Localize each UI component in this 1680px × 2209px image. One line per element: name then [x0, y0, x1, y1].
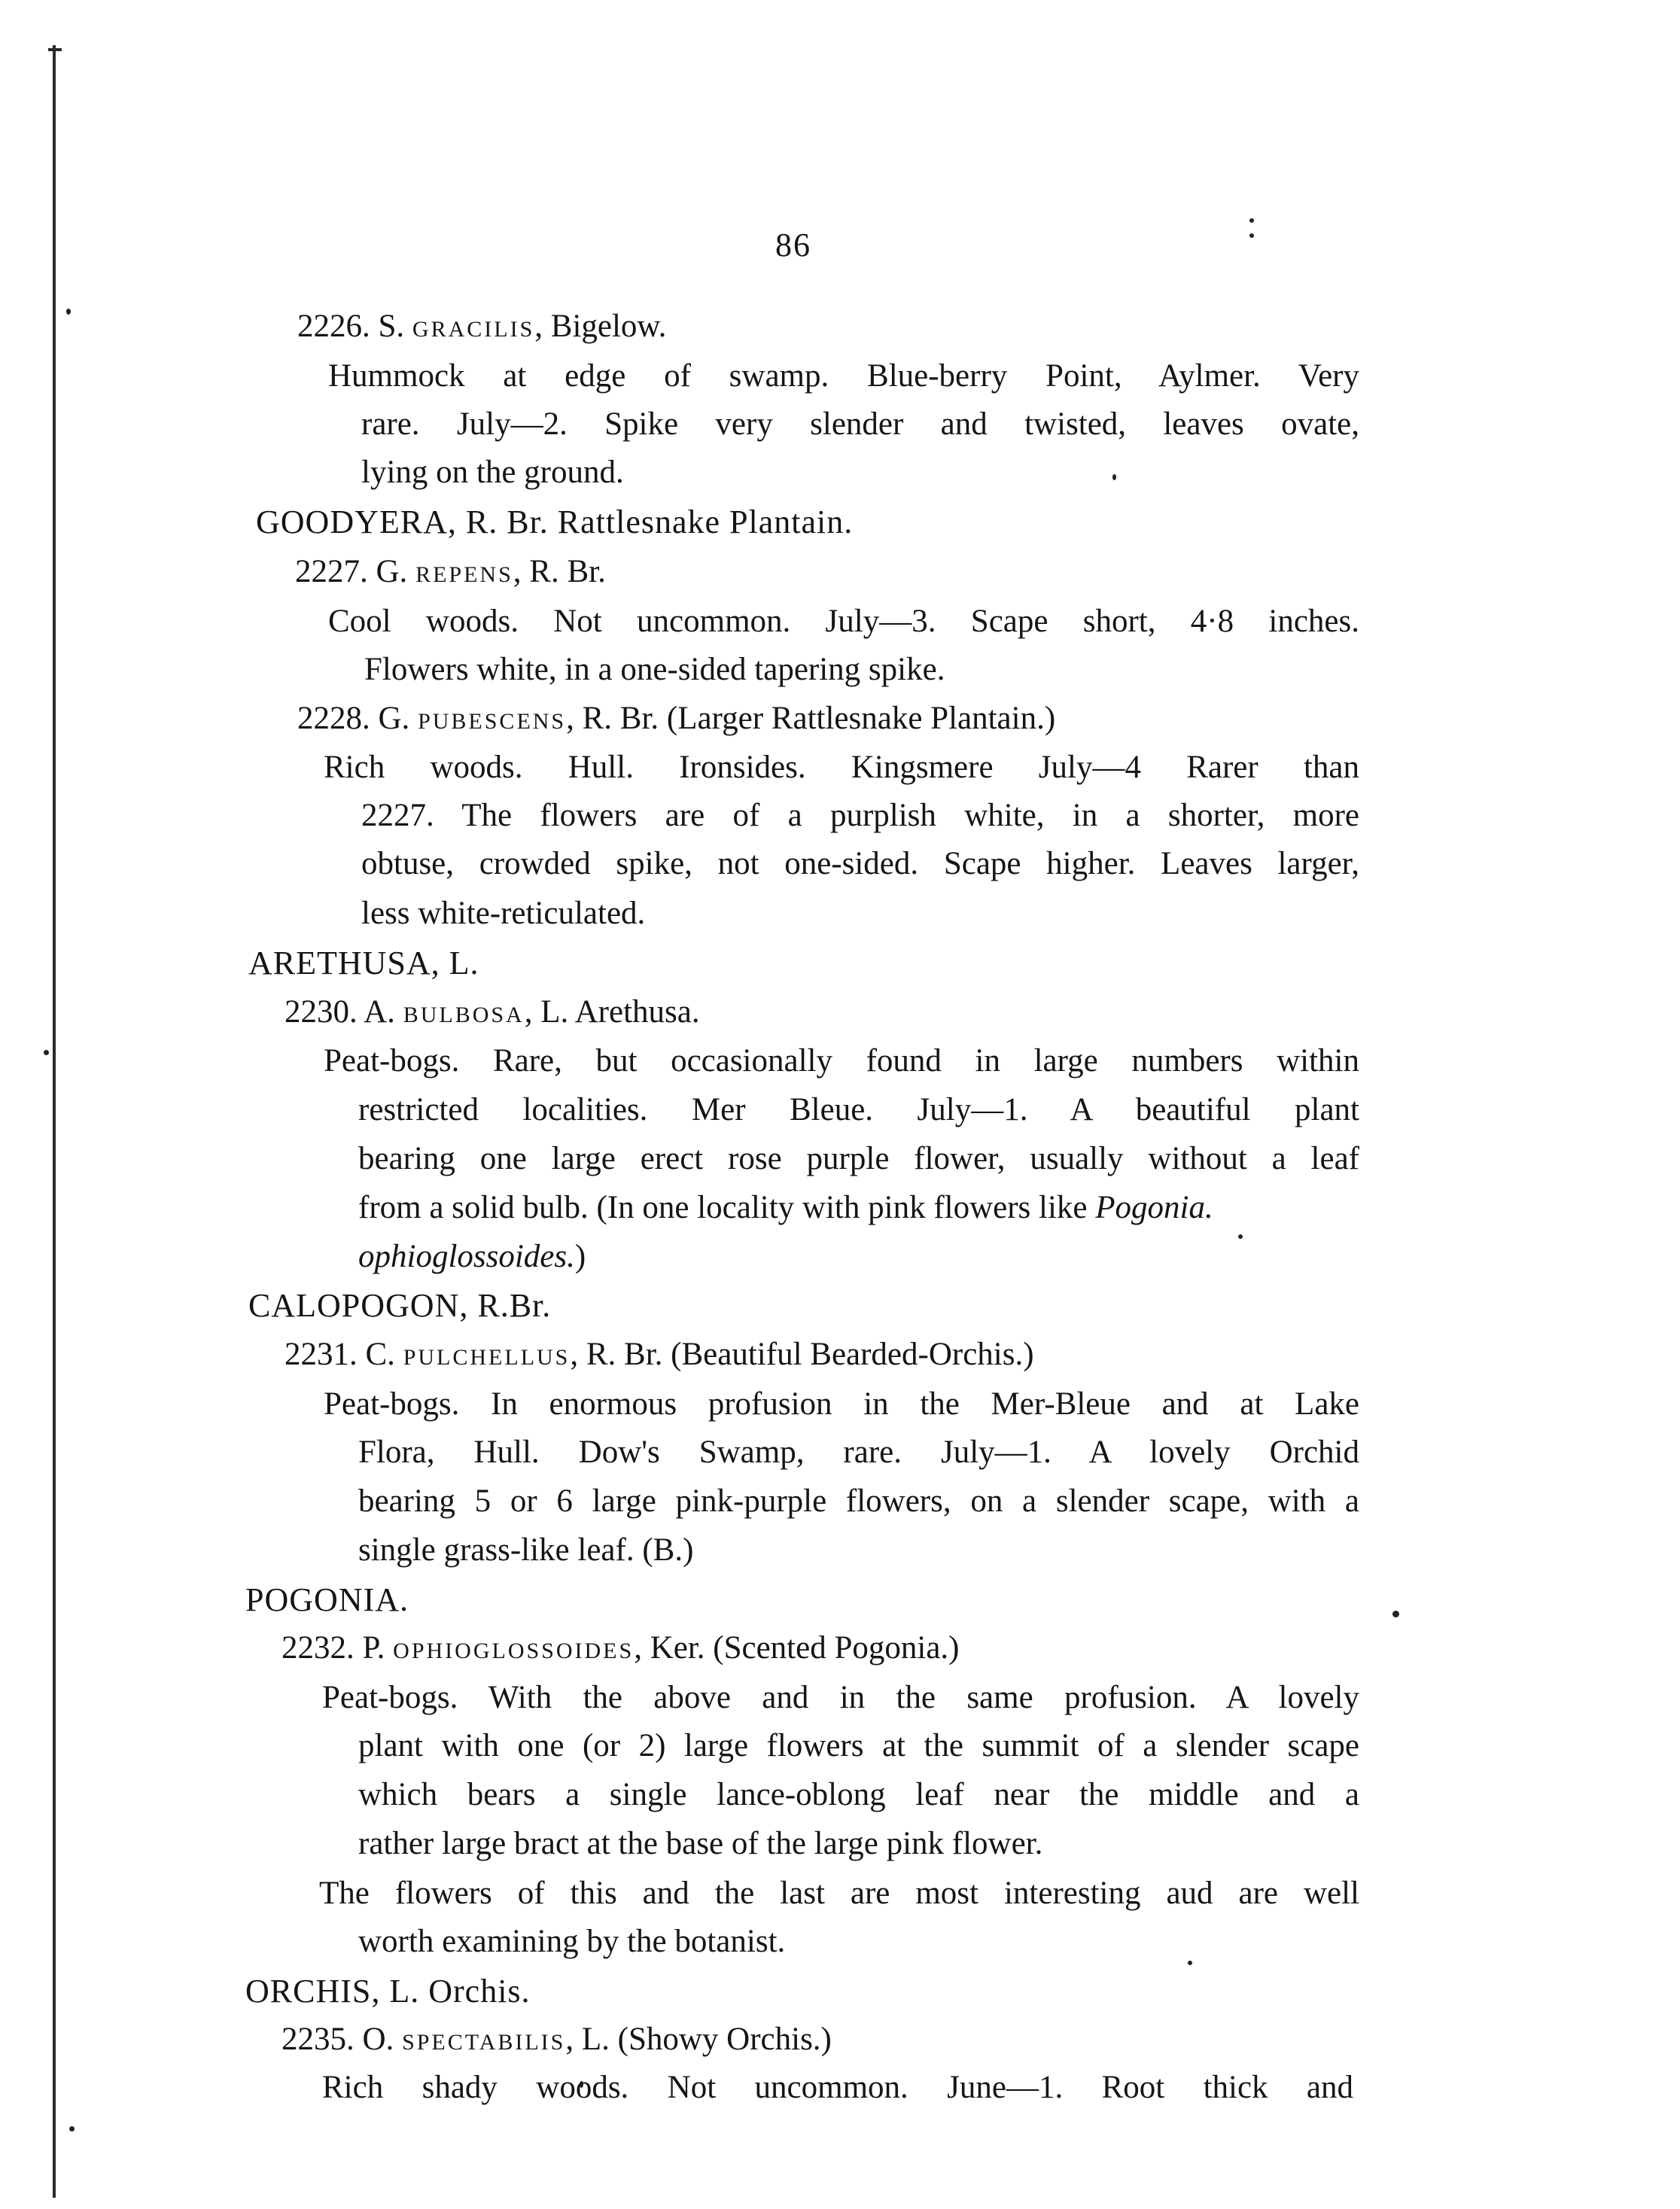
text-line: restricted localities. Mer Bleue. July—1. A beautiful plant — [358, 1092, 1359, 1127]
text-line: from a solid bulb. (In one locality with pink flowers like Pogonia. — [358, 1190, 1213, 1225]
text-line: plant with one (or 2) large flowers at the summit of a slender scape — [358, 1728, 1359, 1763]
text-line: Cool woods. Not uncommon. July—3. Scape short, 4·8 inches. — [328, 604, 1359, 639]
genus-heading: CALOPOGON, R.Br. — [248, 1287, 552, 1324]
print-speck — [1112, 474, 1116, 480]
genus-heading: ORCHIS, L. Orchis. — [245, 1973, 531, 2010]
text-line: Flora, Hull. Dow's Swamp, rare. July—1. A lovely Orchid — [358, 1435, 1359, 1470]
text-line: bearing 5 or 6 large pink-purple flowers, on a slender scape, with a — [358, 1483, 1359, 1519]
text-line: Peat-bogs. In enormous profusion in the Mer-Bleue and at Lake — [324, 1386, 1359, 1422]
print-speck — [1188, 1961, 1192, 1965]
species-heading: 2230. A. bulbosa, L. Arethusa. — [285, 994, 700, 1030]
text-line: ophioglossoides.) — [358, 1239, 586, 1274]
text-line: Peat-bogs. With the above and in the same profusion. A lovely — [322, 1680, 1359, 1715]
text-line: Rich woods. Hull. Ironsides. Kingsmere July—4 Rarer than — [324, 750, 1359, 785]
text-line: The flowers of this and the last are most interesting aud are well — [319, 1876, 1359, 1911]
species-heading: 2235. O. spectabilis, L. (Showy Orchis.) — [282, 2022, 832, 2057]
print-speck — [1238, 1234, 1243, 1239]
text-line: obtuse, crowded spike, not one-sided. Scape higher. Leaves larger, — [361, 846, 1359, 881]
genus-heading: ARETHUSA, L. — [248, 945, 479, 981]
print-speck — [1392, 1611, 1399, 1617]
text-line: Hummock at edge of swamp. Blue-berry Point, Aylmer. Very — [328, 358, 1359, 394]
species-heading: 2227. G. repens, R. Br. — [295, 554, 606, 589]
text-line: less white-reticulated. — [361, 896, 646, 931]
binding-edge-line — [53, 45, 56, 2198]
species-heading: 2232. P. ophioglossoides, Ker. (Scented Pogonia.) — [282, 1630, 960, 1666]
text-line: rare. July—2. Spike very slender and twisted, leaves ovate, — [361, 406, 1359, 442]
text-line: bearing one large erect rose purple flower, usually without a leaf — [358, 1141, 1359, 1176]
species-heading: 2231. C. pulchellus, R. Br. (Beautiful Bearded-Orchis.) — [285, 1337, 1034, 1372]
species-heading: 2228. G. pubescens, R. Br. (Larger Rattlesnake Plantain.) — [297, 701, 1056, 736]
print-speck — [69, 2126, 75, 2131]
print-speck — [1249, 233, 1254, 238]
text-line: worth examining by the botanist. — [358, 1924, 786, 1959]
genus-heading: POGONIA. — [245, 1581, 409, 1618]
print-speck — [44, 1050, 49, 1055]
text-line: single grass-like leaf. (B.) — [358, 1532, 694, 1568]
print-speck — [66, 309, 71, 315]
text-line: 2227. The flowers are of a purplish white, in a shorter, more — [361, 798, 1359, 833]
text-line: Flowers white, in a one-sided tapering spike. — [364, 652, 945, 687]
text-line: lying on the ground. — [361, 455, 624, 490]
text-line: rather large bract at the base of the large pink flower. — [358, 1826, 1043, 1861]
genus-heading: GOODYERA, R. Br. Rattlesnake Plantain. — [256, 504, 854, 540]
print-speck — [1249, 218, 1254, 223]
text-line: Peat-bogs. Rare, but occasionally found in large numbers within — [324, 1043, 1359, 1079]
binding-edge-mark — [48, 48, 62, 51]
text-line: Rich shady woods. Not uncommon. June—1. Root thick and — [322, 2070, 1353, 2105]
text-line: which bears a single lance-oblong leaf near the middle and a — [358, 1777, 1359, 1812]
species-heading: 2226. S. gracilis, Bigelow. — [297, 309, 667, 344]
page-number: 86 — [775, 227, 811, 263]
